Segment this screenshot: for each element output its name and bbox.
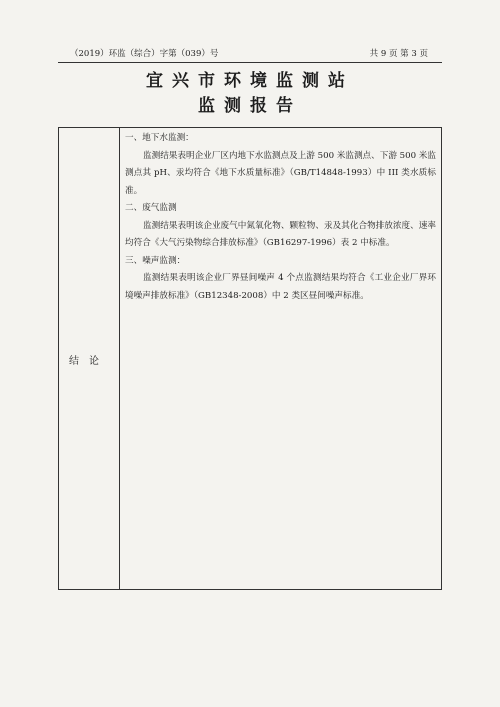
section-body-noise: 监测结果表明该企业厂界昼间噪声 4 个点监测结果均符合《工业企业厂界环境噪声排放标准》（GB12348-2008）中 2 类区昼间噪声标准。 [125, 273, 436, 301]
station-title: 宜兴市环境监测站 [146, 71, 354, 91]
report-title: 监测报告 [198, 96, 302, 116]
conclusion-label: 结论 [69, 356, 109, 367]
section-heading-exhaust-gas: 二、废气监测 [125, 203, 177, 213]
conclusion-content [125, 130, 436, 305]
page-info: 共 9 页 第 3 页 [369, 49, 428, 59]
section-heading-groundwater: 一、地下水监测： [125, 133, 194, 143]
document-number: （2019）环监（综合）字第（039）号 [70, 49, 219, 59]
section-body-groundwater: 监测结果表明企业厂区内地下水监测点及上游 500 米监测点、下游 500 米监测点其 pH、汞均符合《地下水质量标准》（GB/T14848-1993）中 III 类水质标准。 [125, 150, 436, 196]
header-rule [58, 62, 442, 63]
section-heading-noise: 三、噪声监测： [125, 255, 186, 266]
page-header [58, 46, 442, 62]
section-body-exhaust-gas: 监测结果表明该企业废气中氮氧化物、颗粒物、汞及其化合物排放浓度、速率均符合《大气污染物综合排放标准》（GB16297-1996）表 2 中标准。 [125, 220, 436, 248]
